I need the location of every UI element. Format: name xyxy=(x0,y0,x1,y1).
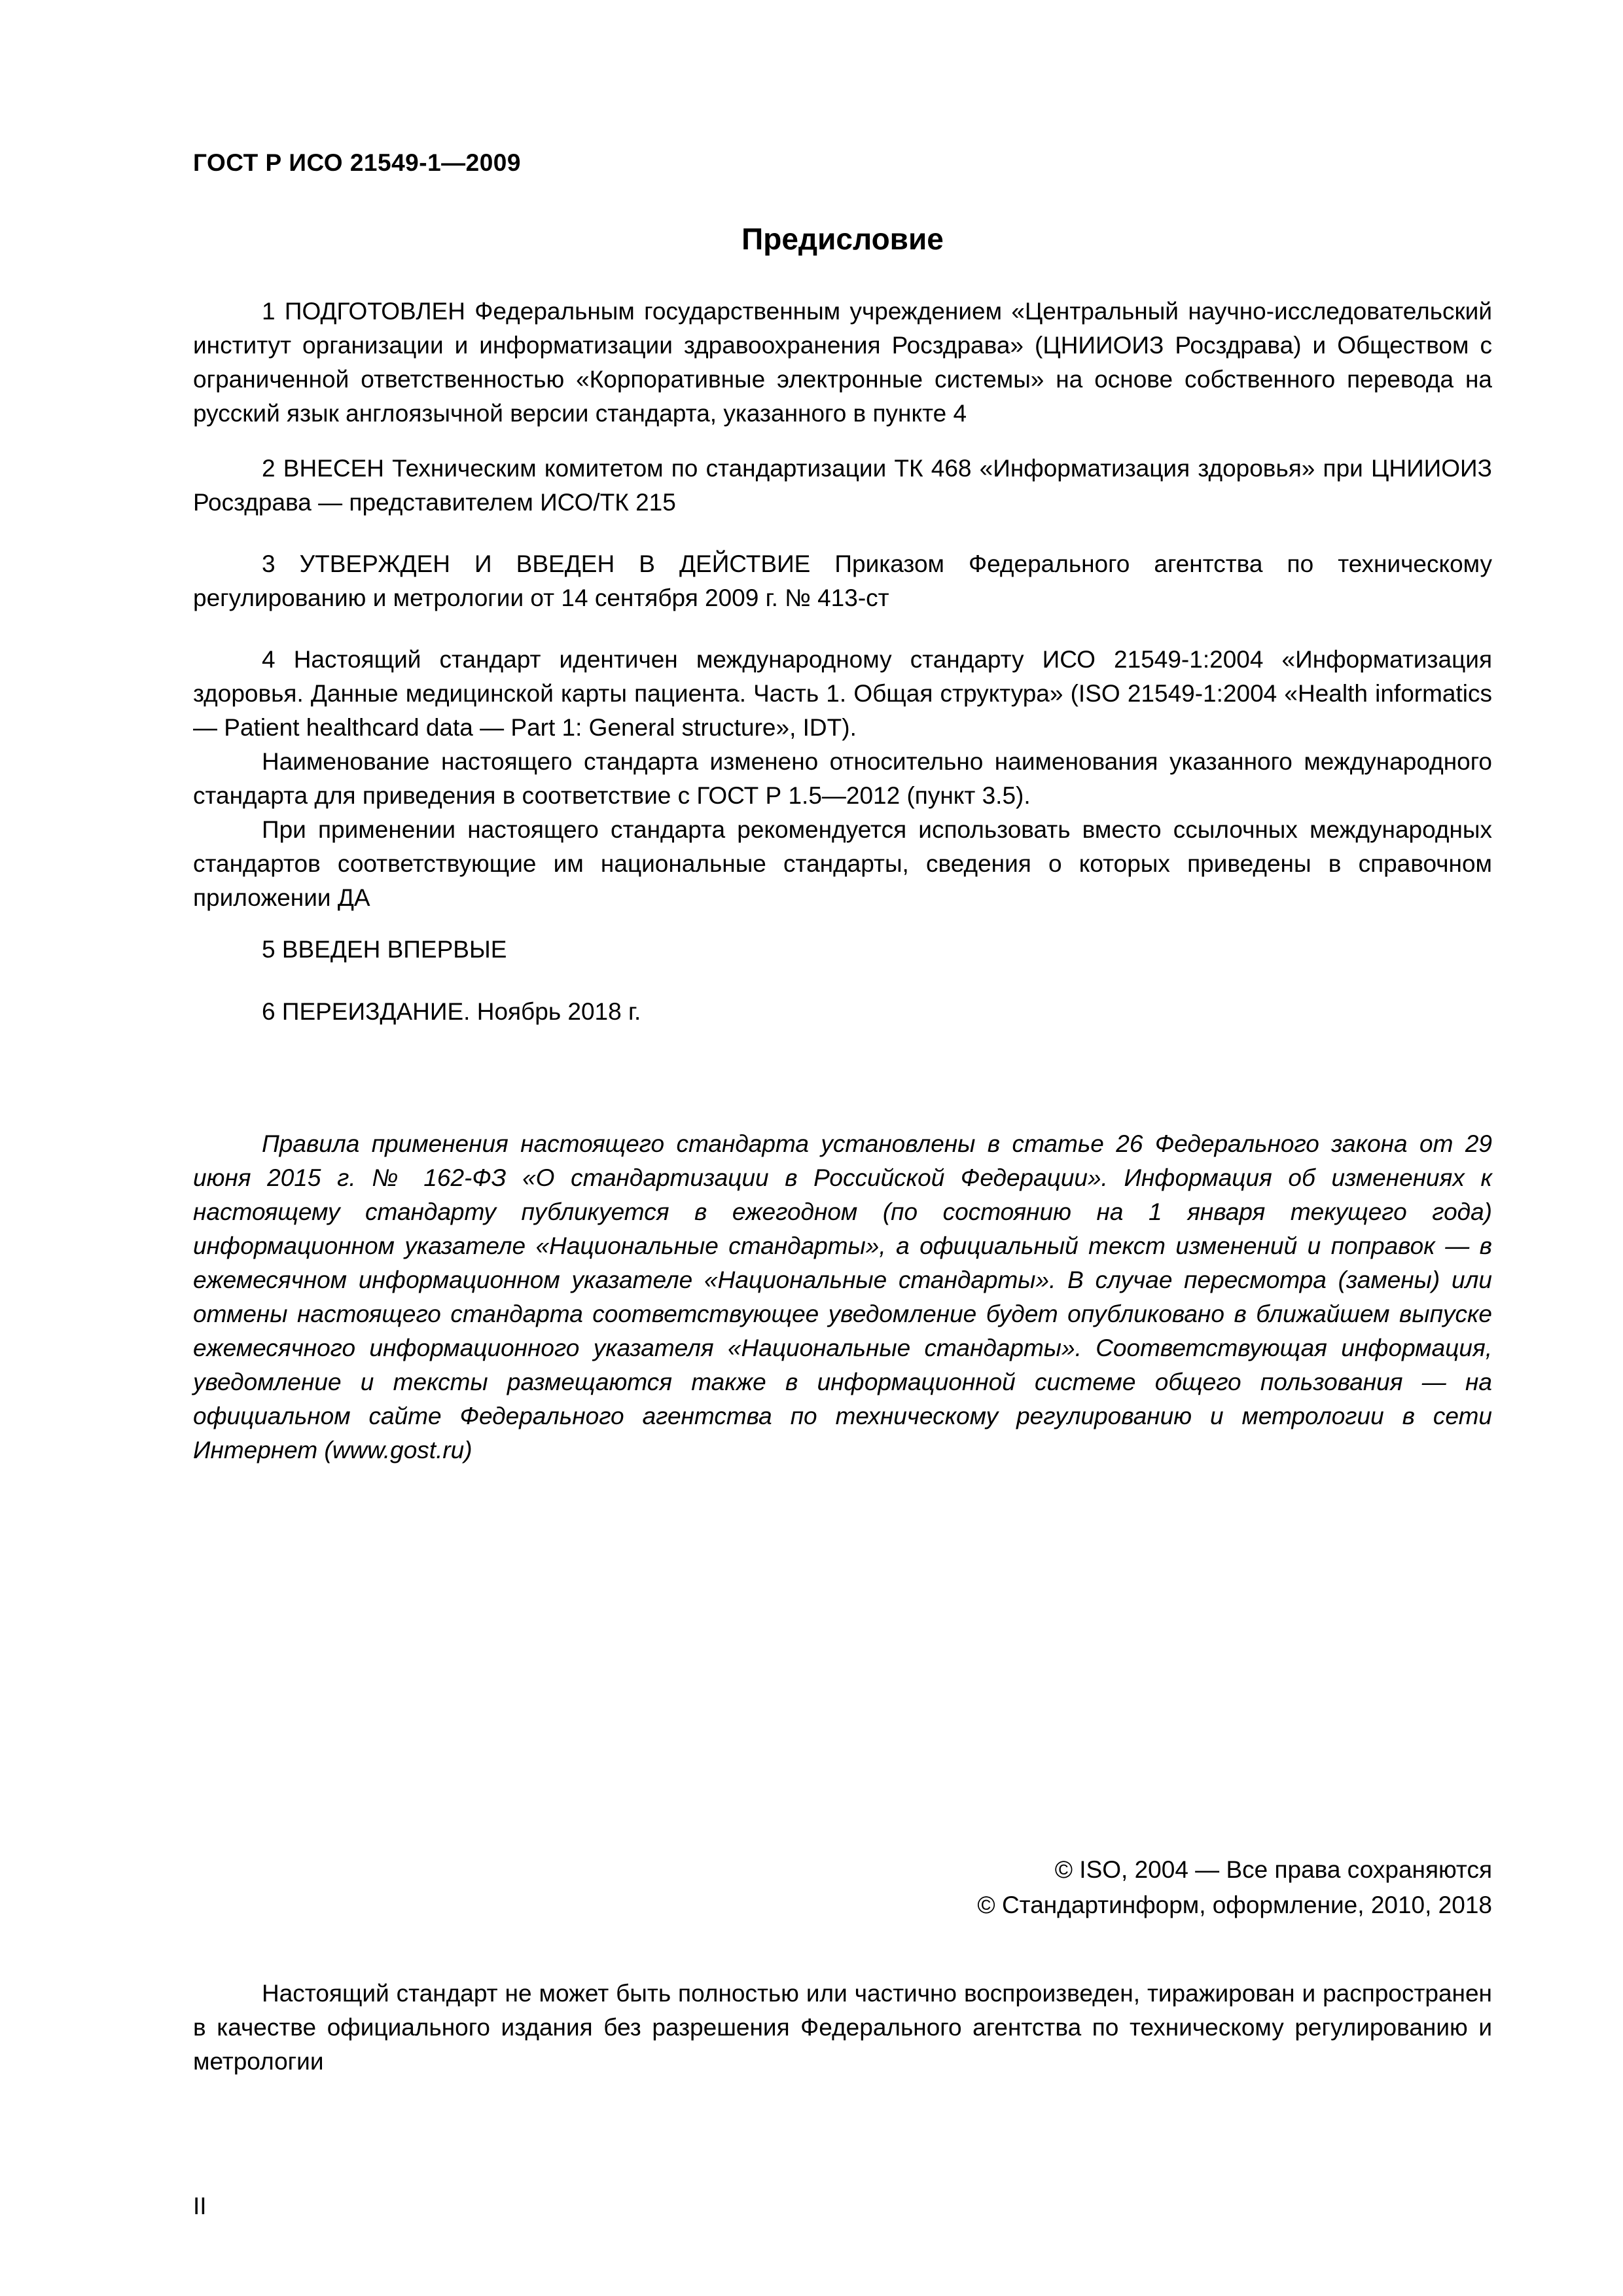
copyright-iso: © ISO, 2004 — Все права сохраняются xyxy=(1054,1856,1492,1883)
paragraph-3-approved: 3 УТВЕРЖДЕН И ВВЕДЕН В ДЕЙСТВИЕ Приказом Федерального агентства по техническому регулированию и метрологии от 14 сентября 2009 г. № 413-ст xyxy=(193,550,1492,611)
reproduction-notice: Настоящий стандарт не может быть полностью или частично воспроизведен, тиражирован и распространен в качестве официального издания без разрешения Федерального агентства по техническому регулированию и метрологии xyxy=(193,1980,1492,2075)
paragraph-4-name-changed: Наименование настоящего стандарта изменено относительно наименования указанного международного стандарта для приведения в соответствие с ГОСТ Р 1.5—2012 (пункт 3.5). xyxy=(193,748,1492,809)
standard-code: ГОСТ Р ИСО 21549-1—2009 xyxy=(193,149,521,176)
paragraph-5-introduced: 5 ВВЕДЕН ВПЕРВЫЕ xyxy=(262,936,507,963)
page-title: Предисловие xyxy=(741,222,944,256)
copyright-block xyxy=(977,1852,1492,1923)
paragraph-1-prepared-by: 1 ПОДГОТОВЛЕН Федеральным государственным учреждением «Центральный научно-исследовательский институт организации и информатизации здравоохранения Росздрава» (ЦНИИОИЗ Росздрава) и Обществом с ограниченной ответственностью «Корпоративные электронные системы» на основе собственного перевода на русский язык англоязычной версии стандарта, указанного в пункте 4 xyxy=(193,298,1492,427)
paragraph-4-identical-standard: 4 Настоящий стандарт идентичен международному стандарту ИСО 21549-1:2004 «Информатизация здоровья. Данные медицинской карты пациента. Часть 1. Общая структура» (ISO 21549-1:2004 «Health informatics — Patient healthcard data — Part 1: General structure», IDT). xyxy=(193,646,1492,741)
paragraph-6-reissue: 6 ПЕРЕИЗДАНИЕ. Ноябрь 2018 г. xyxy=(262,998,641,1025)
paragraph-4-application-note: При применении настоящего стандарта рекомендуется использовать вместо ссылочных международных стандартов соответствующие им национальные стандарты, сведения о которых приведены в справочном приложении ДА xyxy=(193,816,1492,911)
legal-notice: Правила применения настоящего стандарта установлены в статье 26 Федерального закона от 29 июня 2015 г. № 162-ФЗ «О стандартизации в Российской Федерации». Информация об изменениях к настоящему стандарту публикуется в ежегодном (по состоянию на 1 января текущего года) информационном указателе «Национальные стандарты», а официальный текст изменений и поправок — в ежемесячном информационном указателе «Национальные стандарты». В случае пересмотра (замены) или отмены настоящего стандарта соответствующее уведомление будет опубликовано в ближайшем выпуске ежемесячного информационного указателя «Национальные стандарты». Соответствующая информация, уведомление и тексты размещаются также в информационной системе общего пользования — на официальном сайте Федерального агентства по техническому регулированию и метрологии в сети Интернет (www.gost.ru) xyxy=(193,1130,1492,1463)
copyright-standartinform: © Стандартинформ, оформление, 2010, 2018 xyxy=(977,1892,1492,1918)
paragraph-2-submitted-by: 2 ВНЕСЕН Техническим комитетом по стандартизации ТК 468 «Информатизация здоровья» при ЦНИИОИЗ Росздрава — представителем ИСО/ТК 215 xyxy=(193,455,1492,516)
page-number: II xyxy=(193,2193,207,2219)
